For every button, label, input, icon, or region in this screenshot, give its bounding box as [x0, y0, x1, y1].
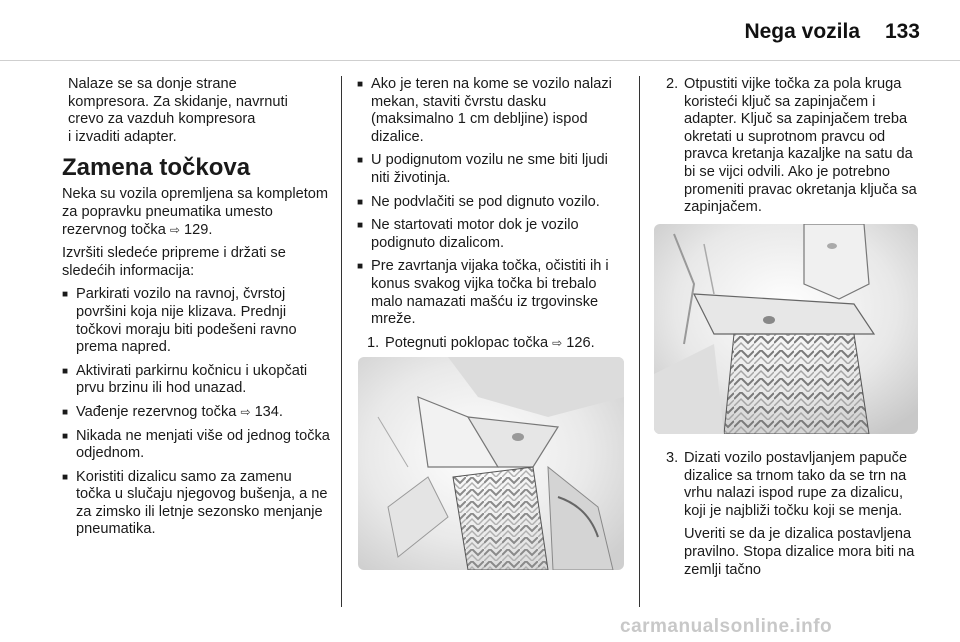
column-1: [62, 76, 330, 545]
bullet-list: [62, 286, 330, 539]
bullet-item: ■ Ne startovati motor dok je vozilo podignuto dizalicom.: [357, 217, 625, 252]
watermark: carmanualsonline.info: [620, 616, 833, 637]
page-number: 133: [884, 20, 920, 43]
page-header: [0, 0, 960, 60]
step-text: Otpustiti vijke točka za pola kruga koristeći ključ sa zapinjačem i adapter. Ključ sa zapinjačem treba okretati u suprotnom pravcu od pravca kretanja kazaljke na satu da bi se vijci odvili. Ako je potrebno promeniti pravac okretanja ključa sa zapinjačem.: [684, 76, 917, 216]
bullet-item: [62, 469, 330, 539]
page-ref-arrow-icon: ⇨: [169, 222, 180, 237]
wheel-illustration-svg: [358, 357, 624, 570]
intro-line: crevo za vazduh kompresora: [68, 111, 256, 128]
section-heading: Zamena točkova: [62, 154, 251, 182]
step-text: Dizati vozilo postavljanjem papuče dizalice sa trnom tako da se trn na vrhu nalazi ispod rupe za dizalicu, koji je najbliži točku koji se menja.: [684, 450, 908, 519]
column-3: [666, 76, 926, 223]
step-number: 1.: [367, 334, 380, 351]
bullet-list: [357, 76, 625, 329]
paragraph: [62, 186, 330, 239]
step-3: [666, 450, 926, 520]
column-2: [357, 76, 625, 358]
step-number: 3.: [666, 450, 679, 466]
column-divider-2: [639, 76, 640, 607]
bullet-item: ■ Ne podvlačiti se pod dignuto vozilo.: [357, 194, 625, 212]
bullet-text: Nikada ne menjati više od jednog točka odjednom.: [76, 427, 330, 462]
bullet-item: [62, 404, 330, 422]
bullet-item: ■ U podignutom vozilu ne sme biti ljudi niti životinja.: [357, 152, 625, 187]
paragraph: Izvršiti sledeće pripreme i držati se sledećih informacija:: [62, 245, 286, 279]
paragraph-text: Neka su vozila opremljena sa kompletom za popravku pneumatika umesto rezervnog točka: [62, 186, 329, 238]
bullet-text: Parkirati vozilo na ravnoj, čvrstoj površini koja nije klizava. Prednji točkovi moraju biti podešeni ravno prema napred.: [76, 286, 297, 356]
bullet-item: ■ Ako je teren na kome se vozilo nalazi mekan, staviti čvrstu dasku (maksimalno 1 cm debljine) ispod dizalice.: [357, 76, 625, 146]
intro-paragraph: [62, 76, 330, 146]
bullet-text: Vađenje rezervnog točka: [76, 403, 237, 420]
paragraph: Uveriti se da je dizalica postavljena pravilno. Stopa dizalice mora biti na zemlji tačno: [684, 526, 915, 578]
bolt-illustration-svg: [654, 224, 918, 434]
bullet-item: [62, 363, 330, 398]
page-ref-arrow-icon: ⇨: [552, 335, 563, 350]
step-2: [666, 76, 926, 217]
step-number: 2.: [666, 76, 679, 92]
bullet-text: Koristiti dizalicu samo za zamenu točka u slučaju njegovog bušenja, a ne za zimsko ili letnje sezonsko menjanje pneumatika.: [76, 468, 328, 538]
bullet-item: [62, 428, 330, 463]
intro-line: i izvaditi adapter.: [68, 128, 177, 145]
bullet-text: Aktivirati parkirnu kočnicu i ukopčati prvu brzinu ili hod unazad.: [76, 362, 308, 397]
bullet-item: ■ Pre zavrtanja vijaka točka, očistiti ih i konus svakog vijka točka bi trebalo malo namazati mašću iz trgovinske mreže.: [357, 258, 625, 328]
column-3-lower: [666, 450, 926, 585]
step-text: Potegnuti poklopac točka: [385, 334, 549, 351]
wheel-bolt-illustration: [654, 224, 918, 434]
section-title: Nega vozila: [744, 20, 860, 43]
page-ref[interactable]: 134.: [254, 403, 283, 420]
intro-line: kompresora. Za skidanje, navrnuti: [68, 93, 288, 110]
step-1: [367, 335, 625, 353]
header-divider: [0, 60, 960, 61]
bullet-item: [62, 286, 330, 356]
wheel-cover-illustration: [358, 357, 624, 570]
page-ref[interactable]: 129.: [184, 221, 213, 238]
column-divider-1: [341, 76, 342, 607]
page-ref[interactable]: 126.: [566, 334, 595, 351]
page-ref-arrow-icon: ⇨: [240, 404, 251, 419]
intro-line: Nalaze se sa donje strane: [68, 76, 237, 92]
